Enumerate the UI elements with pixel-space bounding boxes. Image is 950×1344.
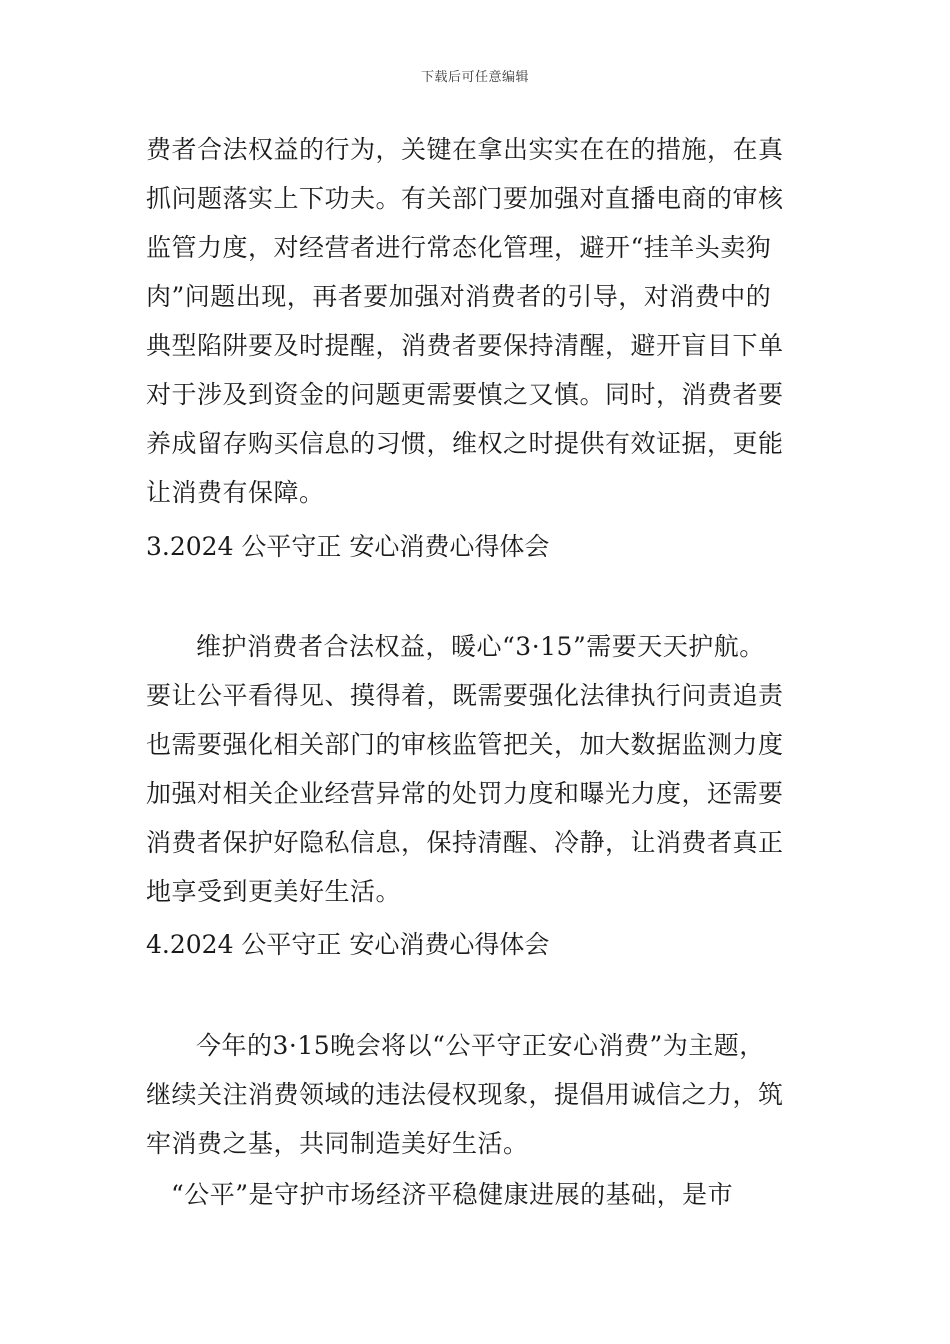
paragraph-line: 维护消费者合法权益，暖心“3·15”需要天天护航。 (196, 632, 765, 661)
paragraph-line: 养成留存购买信息的习惯，维权之时提供有效证据，更能 (146, 429, 784, 458)
section-heading: 3.2024 公平守正 安心消费心得体会 (146, 532, 550, 561)
paragraph-line: 消费者保护好隐私信息，保持清醒、冷静，让消费者真正 (146, 828, 784, 857)
paragraph-line: 也需要强化相关部门的审核监管把关，加大数据监测力度 (146, 730, 784, 759)
paragraph-line: 牢消费之基，共同制造美好生活。 (146, 1129, 529, 1158)
paragraph-line: 要让公平看得见、摸得着，既需要强化法律执行问责追责 (146, 681, 784, 710)
paragraph-line: 加强对相关企业经营异常的处罚力度和曝光力度，还需要 (146, 779, 784, 808)
paragraph-line: 典型陷阱要及时提醒，消费者要保持清醒，避开盲目下单 (146, 331, 784, 360)
paragraph-line: 今年的3·15晚会将以“公平守正安心消费”为主题， (196, 1031, 765, 1060)
paragraph-line: 费者合法权益的行为，关键在拿出实实在在的措施，在真 (146, 135, 784, 164)
paragraph-line: “公平”是守护市场经济平稳健康进展的基础，是市 (171, 1180, 734, 1209)
paragraph-line: 对于涉及到资金的问题更需要慎之又慎。同时，消费者要 (146, 380, 784, 409)
paragraph-line: 肉”问题出现，再者要加强对消费者的引导，对消费中的 (146, 282, 772, 311)
page-header-note: 下载后可任意编辑 (420, 70, 529, 85)
paragraph-line: 继续关注消费领域的违法侵权现象，提倡用诚信之力，筑 (146, 1080, 784, 1109)
paragraph-line: 让消费有保障。 (146, 478, 325, 507)
paragraph-line: 地享受到更美好生活。 (146, 877, 402, 906)
section-heading: 4.2024 公平守正 安心消费心得体会 (146, 930, 550, 959)
paragraph-line: 抓问题落实上下功夫。有关部门要加强对直播电商的审核 (146, 184, 784, 213)
paragraph-line: 监管力度，对经营者进行常态化管理，避开“挂羊头卖狗 (146, 233, 772, 262)
